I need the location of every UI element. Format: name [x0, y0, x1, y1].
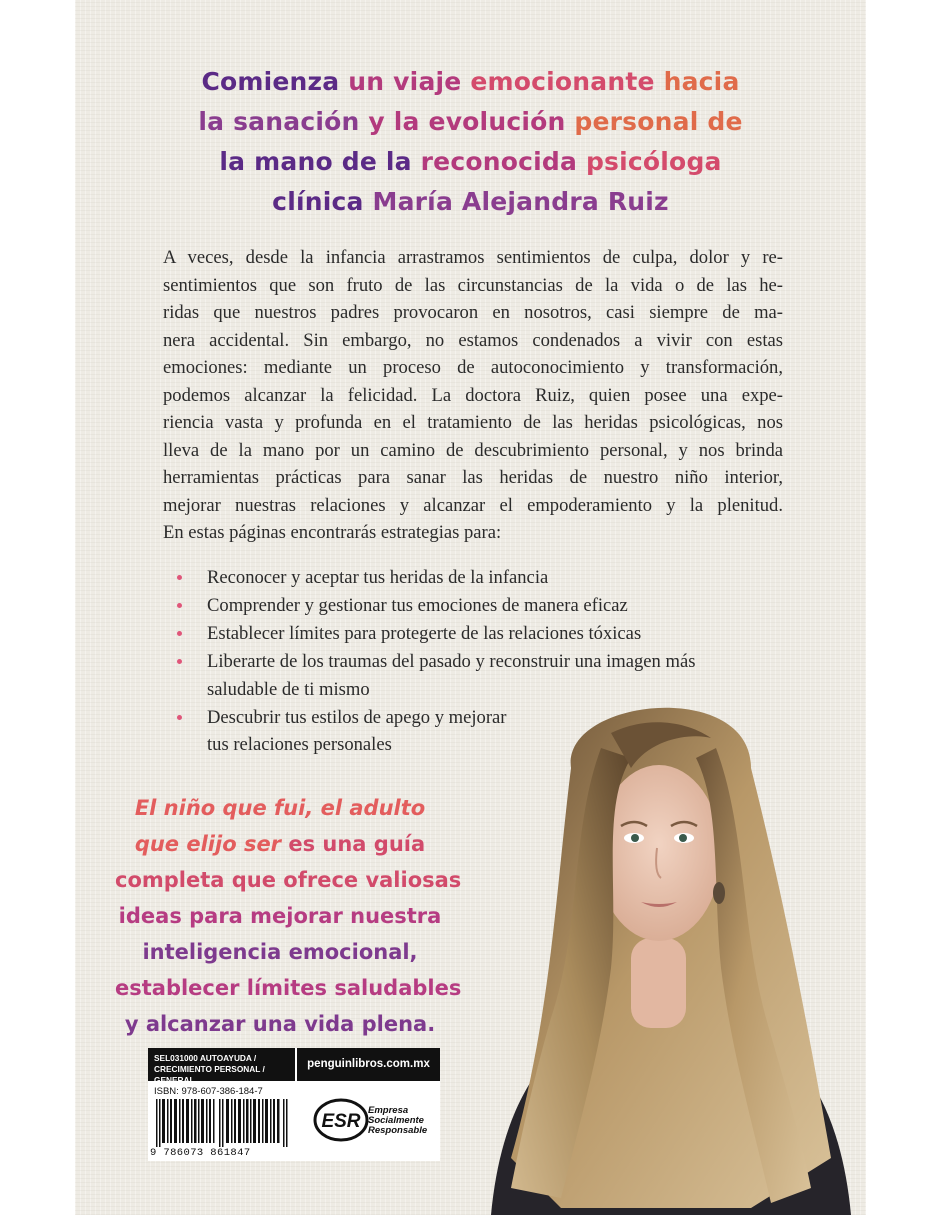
tagline-line: completa que ofrece valiosas	[115, 868, 462, 892]
bullet-icon	[177, 603, 182, 608]
headline-word: la mano de la	[219, 147, 421, 176]
isbn-label: ISBN: 978-607-386-184-7	[154, 1086, 263, 1097]
synopsis-line: podemos alcanzar la felicidad. La doctora Ruiz, quien posee una expe-	[163, 384, 783, 406]
tagline-line: El niño que fui, el adulto	[134, 796, 426, 820]
synopsis	[163, 244, 783, 547]
esr-caption-line: Responsable	[368, 1125, 428, 1136]
author-photo	[451, 688, 866, 1215]
tagline-line: ideas para mejorar nuestra	[118, 904, 442, 928]
list-item-text: Descubrir tus estilos de apego y mejorar	[207, 706, 507, 728]
tagline	[115, 790, 462, 1042]
bullet-icon	[177, 631, 182, 636]
headline-word: reconocida	[420, 147, 586, 176]
headline-word: y la evolución	[368, 107, 575, 136]
tagline-line: establecer límites saludables	[115, 976, 462, 1000]
esr-caption-line: Socialmente	[368, 1115, 424, 1126]
tagline-line	[115, 826, 445, 862]
category-label: SEL031000 AUTOAYUDA / CRECIMIENTO PERSONAL / GENERAL	[148, 1048, 295, 1081]
synopsis-line: emociones: mediante un proceso de autoconocimiento y transformación,	[163, 357, 783, 378]
list-item-text: Establecer límites para protegerte de las relaciones tóxicas	[207, 623, 642, 644]
list-item	[175, 564, 695, 592]
headline-line-4	[75, 182, 866, 222]
headline-word: psicóloga	[585, 147, 722, 176]
tagline-line: y alcanzar una vida plena.	[124, 1012, 436, 1036]
headline	[75, 62, 866, 222]
headline-word: hacia	[663, 67, 740, 96]
bullet-icon	[177, 575, 182, 580]
publisher-info-box	[148, 1048, 440, 1161]
headline-line-2	[75, 102, 866, 142]
list-item-text: Comprender y gestionar tus emociones de manera eficaz	[207, 595, 628, 616]
ean-number: 9 786073 861847	[150, 1147, 251, 1159]
synopsis-line: riencia vasta y profunda en el tratamiento de las heridas psicológicas, nos	[163, 412, 783, 433]
list-item-text: Reconocer y aceptar tus heridas de la infancia	[207, 567, 549, 588]
bullet-icon	[177, 715, 182, 720]
list-item	[175, 620, 695, 648]
tagline-part: es una guía	[281, 832, 426, 856]
synopsis-line: A veces, desde la infancia arrastramos sentimientos de culpa, dolor y re-	[163, 247, 783, 268]
synopsis-line: mejorar nuestras relaciones y alcanzar el empoderamiento y la plenitud.	[163, 494, 783, 516]
synopsis-line: sentimientos que son fruto de las circunstancias de la vida o de las he-	[163, 274, 783, 296]
headline-word: clínica	[272, 187, 373, 216]
website-label: penguinlibros.com.mx	[297, 1048, 440, 1081]
tagline-line: inteligencia emocional,	[142, 940, 418, 964]
headline-line-3	[75, 142, 866, 182]
list-item-text: tus relaciones personales	[207, 734, 392, 755]
bullet-icon	[177, 659, 182, 664]
headline-word: emocionante	[470, 67, 664, 96]
headline-word: personal de	[574, 107, 743, 136]
esr-caption	[368, 1106, 427, 1136]
barcode-icon	[156, 1099, 288, 1147]
list-item-text: Liberarte de los traumas del pasado y reconstruir una imagen más	[207, 651, 696, 672]
headline-word: Comienza	[201, 67, 349, 96]
synopsis-line: ridas que nuestros padres provocaron en nosotros, casi siempre de ma-	[163, 302, 783, 323]
headline-word: la sanación	[198, 107, 369, 136]
book-back-cover	[75, 0, 866, 1215]
tagline-title-part: que elijo ser	[134, 832, 282, 856]
headline-author: María Alejandra Ruiz	[372, 187, 669, 216]
headline-word: un viaje	[348, 67, 471, 96]
synopsis-line: En estas páginas encontrarás estrategias para:	[163, 522, 502, 543]
headline-line-1	[75, 62, 866, 102]
synopsis-line: nera accidental. Sin embargo, no estamos condenados a vivir con estas	[163, 329, 783, 351]
synopsis-line: lleva de la mano por un camino de descubrimiento personal, y nos brinda	[163, 439, 783, 461]
esr-caption-line: Empresa	[368, 1105, 409, 1116]
esr-logo-text: ESR	[321, 1111, 361, 1132]
list-item-text: saludable de ti mismo	[207, 678, 370, 700]
list-item	[175, 592, 695, 620]
synopsis-line: herramientas prácticas para sanar las heridas de nuestro niño interior,	[163, 467, 783, 488]
